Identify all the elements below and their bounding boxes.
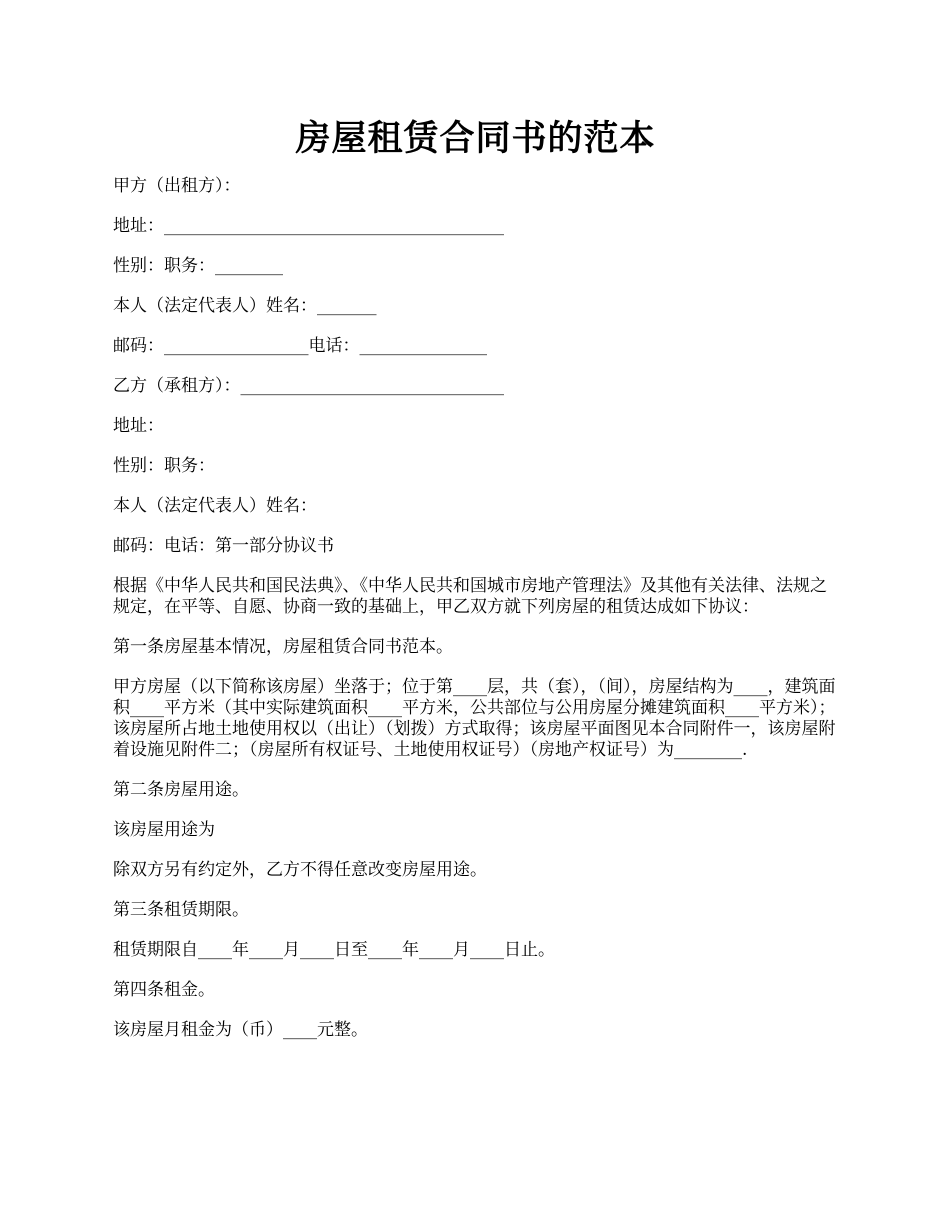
party-a-gender-position: 性别：职务：________ [113, 256, 283, 276]
party-b-gender-position: 性别：职务： [113, 456, 215, 476]
article-2-restriction: 除双方另有约定外，乙方不得任意改变房屋用途。 [113, 860, 487, 880]
article-3-heading: 第三条租赁期限。 [113, 900, 249, 920]
article-2-body: 该房屋用途为 [113, 820, 215, 840]
preamble-paragraph: 根据《中华人民共和国民法典》、《中华人民共和国城市房地产管理法》及其他有关法律、法规之规定，在平等、自愿、协商一致的基础上，甲乙双方就下列房屋的租赁达成如下协议： [113, 576, 827, 617]
party-b-representative-name: 本人（法定代表人）姓名： [113, 496, 317, 516]
party-a-postcode-phone: 邮码：_________________电话：_______________ [113, 336, 487, 356]
article-3-body: 租赁期限自____年____月____日至____年____月____日止。 [113, 940, 555, 960]
document-title: 房屋租赁合同书的范本 [295, 118, 656, 159]
party-a-heading: 甲方（出租方）： [113, 176, 241, 196]
article-1-body: 甲方房屋（以下简称该房屋）坐落于；位于第____层，共（套），（间），房屋结构为____，建筑面积____平方米（其中实际建筑面积____平方米，公共部位与公用房屋分摊建筑面积____平方米）；该房屋所占地土地使用权以（出让）（划拨）方式取得；该房屋平面图见本合同附件一，该房屋附着设施见附件二；（房屋所有权证号、土地使用权证号）（房地产权证号）为________. [113, 677, 836, 760]
article-4-body: 该房屋月租金为（币）____元整。 [113, 1020, 368, 1040]
party-b-address: 地址： [113, 416, 164, 436]
article-4-heading: 第四条租金。 [113, 980, 215, 1000]
document-body [113, 176, 838, 1041]
party-a-address: 地址：________________________________________ [113, 216, 504, 236]
party-b-heading: 乙方（承租方）：_______________________________ [113, 376, 504, 396]
party-a-representative-name: 本人（法定代表人）姓名：_______ [113, 296, 377, 316]
party-b-postcode-phone: 邮码：电话：第一部分协议书 [113, 536, 334, 556]
article-1-heading: 第一条房屋基本情况，房屋租赁合同书范本。 [113, 637, 453, 657]
article-2-heading: 第二条房屋用途。 [113, 780, 249, 800]
